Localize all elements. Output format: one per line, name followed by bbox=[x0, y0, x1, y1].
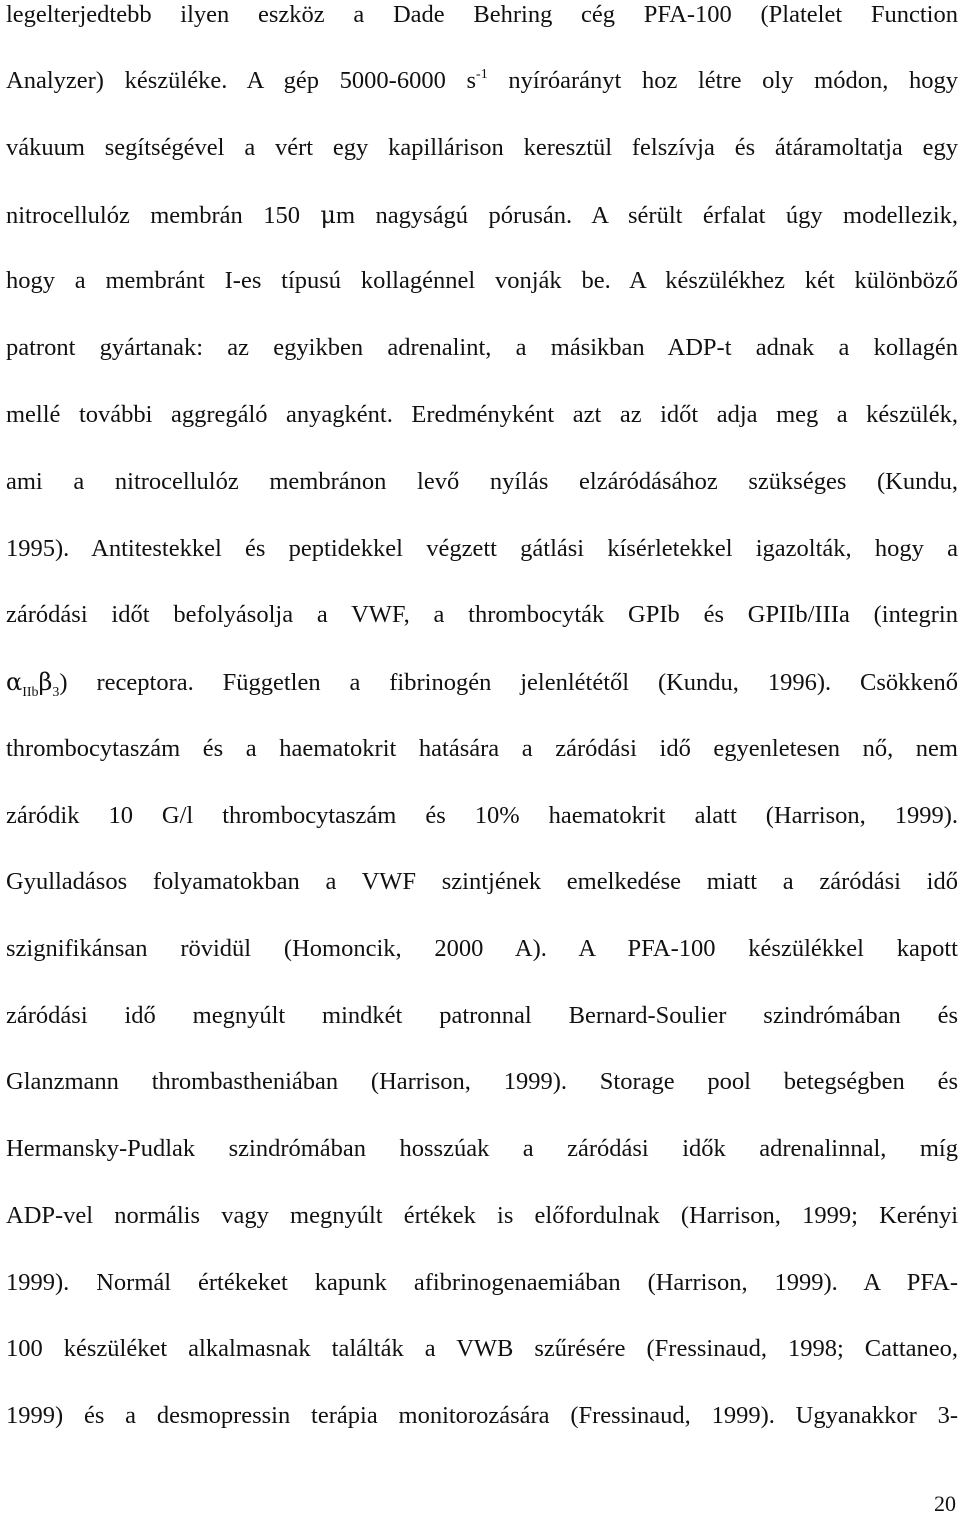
beta-symbol: β bbox=[38, 668, 53, 696]
text-line-18: Hermansky-Pudlak szindrómában hosszúak a záródási idők adrenalinnal, míg bbox=[6, 1135, 958, 1162]
mu-symbol: μ bbox=[320, 201, 336, 229]
text-line-22: 1999) és a desmopressin terápia monitorozására (Fressinaud, 1999). Ugyanakkor 3- bbox=[6, 1402, 958, 1429]
text-line-5: hogy a membránt I-es típusú kollagénnel vonják be. A készülékhez két különböző bbox=[6, 267, 958, 294]
text-line-17: Glanzmann thrombastheniában (Harrison, 1999). Storage pool betegségben és bbox=[6, 1068, 958, 1095]
page-number: 20 bbox=[934, 1491, 956, 1516]
text-line-10: záródási időt befolyásolja a VWF, a thrombocyták GPIb és GPIIb/IIIa (integrin bbox=[6, 601, 958, 628]
text-line-14: Gyulladásos folyamatokban a VWF szintjének emelkedése miatt a záródási idő bbox=[6, 868, 958, 895]
text-line-13: záródik 10 G/l thrombocytaszám és 10% haematokrit alatt (Harrison, 1999). bbox=[6, 802, 958, 829]
text-line-12: thrombocytaszám és a haematokrit hatására a záródási idő egyenletesen nő, nem bbox=[6, 735, 958, 762]
subscript-iib: IIb bbox=[22, 685, 39, 698]
text-line-16: záródási idő megnyúlt mindkét patronnal Bernard-Soulier szindrómában és bbox=[6, 1002, 958, 1029]
text-line-7: mellé további aggregáló anyagként. Eredményként azt az időt adja meg a készülék, bbox=[6, 401, 958, 428]
alpha-symbol: α bbox=[6, 668, 23, 696]
text-line-21: 100 készüléket alkalmasnak találták a VWB szűrésére (Fressinaud, 1998; Cattaneo, bbox=[6, 1335, 958, 1362]
text-line-19: ADP-vel normális vagy megnyúlt értékek is előfordulnak (Harrison, 1999; Kerényi bbox=[6, 1202, 958, 1229]
text-line-3: vákuum segítségével a vért egy kapillárison keresztül felszívja és átáramoltatja egy bbox=[6, 134, 958, 161]
text-line-8: ami a nitrocellulóz membránon levő nyílás elzáródásához szükséges (Kundu, bbox=[6, 468, 958, 495]
text-line-4: nitrocellulóz membrán 150 μm nagyságú pórusán. A sérült érfalat úgy modellezik, bbox=[6, 201, 958, 229]
text-line-1: legelterjedtebb ilyen eszköz a Dade Behring cég PFA-100 (Platelet Function bbox=[6, 1, 958, 28]
superscript: -1 bbox=[476, 67, 488, 82]
text-line-11: $\alpha_{IIb}\beta_3$) receptora. Független a fibrinogén jelenlététől (Kundu, 1996). Csökkenő bbox=[6, 668, 958, 698]
subscript-3: 3 bbox=[52, 685, 60, 698]
text-line-20: 1999). Normál értékeket kapunk afibrinogenaemiában (Harrison, 1999). A PFA- bbox=[6, 1269, 958, 1296]
text-line-6: patront gyártanak: az egyikben adrenalint, a másikban ADP-t adnak a kollagén bbox=[6, 334, 958, 361]
text-line-9: 1995). Antitestekkel és peptidekkel végzett gátlási kísérletekkel igazolták, hogy a bbox=[6, 535, 958, 562]
text-line-2: Analyzer) készüléke. A gép 5000-6000 $s^{-1}$ nyíróarányt hoz létre oly módon, hogy bbox=[6, 67, 958, 94]
text-line-15: szignifikánsan rövidül (Homoncik, 2000 A). A PFA-100 készülékkel kapott bbox=[6, 935, 958, 962]
